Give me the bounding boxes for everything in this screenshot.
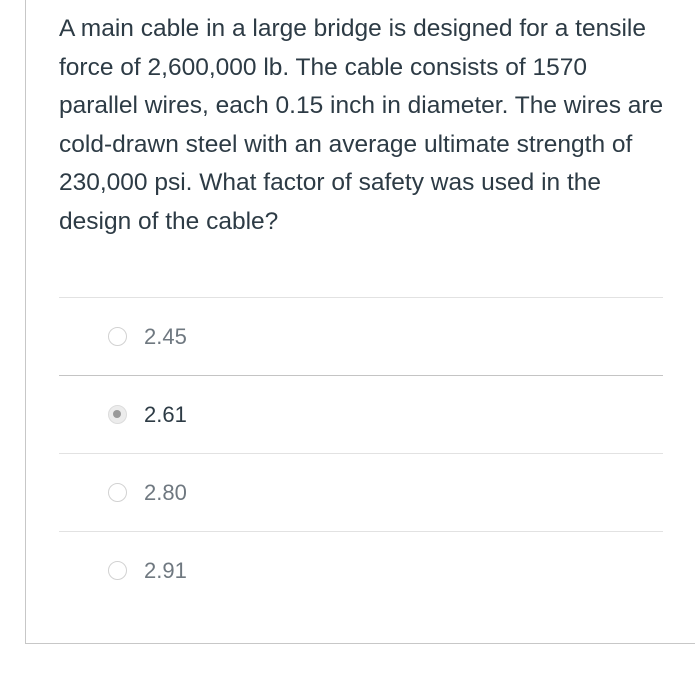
radio-button-1[interactable] [108, 327, 127, 346]
answer-label-1: 2.45 [144, 323, 187, 349]
question-card [25, 0, 695, 644]
answer-option-4[interactable] [59, 531, 663, 609]
answer-label-4: 2.91 [144, 557, 187, 583]
answer-list [59, 297, 663, 609]
radio-button-4[interactable] [108, 561, 127, 580]
answer-label-2: 2.61 [144, 401, 187, 427]
radio-button-3[interactable] [108, 483, 127, 502]
answer-option-3[interactable] [59, 453, 663, 531]
answer-label-3: 2.80 [144, 479, 187, 505]
question-text: A main cable in a large bridge is designed for a tensile force of 2,600,000 lb. The cable consists of 1570 parallel wires, each 0.15 inch in diameter. The wires are cold-drawn steel with an average ultimate strength of 230,000 psi. What factor of safety was used in the design of the cable? [59, 15, 664, 235]
answer-option-2[interactable] [59, 375, 663, 453]
radio-button-2-selected[interactable] [108, 405, 127, 424]
answer-option-1[interactable] [59, 297, 663, 375]
